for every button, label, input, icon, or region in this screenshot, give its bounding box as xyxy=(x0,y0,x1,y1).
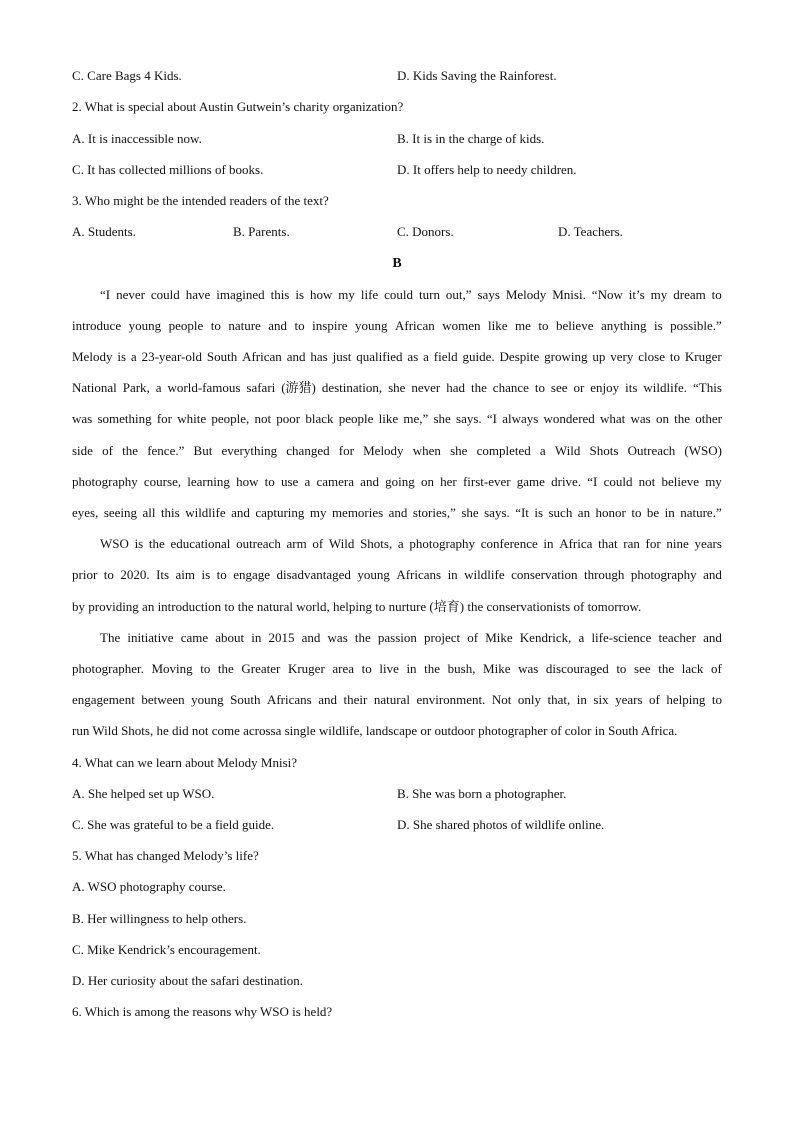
passage-line: photography course, learning how to use a camera and going on her first-ever game drive. “I could not believe my xyxy=(72,474,722,489)
q1-option-d: D. Kids Saving the Rainforest. xyxy=(397,68,557,83)
q3-option-b: B. Parents. xyxy=(233,224,290,239)
passage-line: engagement between young South Africans and their natural environment. Not only that, in six years of helping to xyxy=(72,692,722,707)
q3-option-a: A. Students. xyxy=(72,224,136,239)
q6-stem: 6. Which is among the reasons why WSO is held? xyxy=(72,1004,333,1019)
q1-option-c: C. Care Bags 4 Kids. xyxy=(72,68,182,83)
q3-option-d: D. Teachers. xyxy=(558,224,623,239)
q4-stem: 4. What can we learn about Melody Mnisi? xyxy=(72,755,298,770)
q3-stem: 3. Who might be the intended readers of the text? xyxy=(72,193,329,208)
passage-line: was something for white people, not poor black people like me,” she says. “I always wondered what was on the other xyxy=(72,411,722,426)
section-heading: B xyxy=(392,256,402,271)
passage-line: Melody is a 23-year-old South African and has just qualified as a field guide. Despite growing up very close to Kruger xyxy=(72,349,722,364)
q4-option-b: B. She was born a photographer. xyxy=(397,786,567,801)
q5-option-a: A. WSO photography course. xyxy=(72,879,226,894)
q2-option-c: C. It has collected millions of books. xyxy=(72,162,264,177)
passage-line: WSO is the educational outreach arm of Wild Shots, a photography conference in Africa that ran for nine years xyxy=(100,536,722,551)
q4-option-d: D. She shared photos of wildlife online. xyxy=(397,817,605,832)
q2-stem: 2. What is special about Austin Gutwein’s charity organization? xyxy=(72,99,404,114)
q2-option-a: A. It is inaccessible now. xyxy=(72,131,202,146)
q3-option-c: C. Donors. xyxy=(397,224,454,239)
passage-line: run Wild Shots, he did not come acrossa single wildlife, landscape or outdoor photographer of color in South Africa. xyxy=(72,723,678,738)
q5-stem: 5. What has changed Melody’s life? xyxy=(72,848,259,863)
passage-line: side of the fence.” But everything changed for Melody when she completed a Wild Shots Outreach (WSO) xyxy=(72,443,722,458)
passage-line: photographer. Moving to the Greater Kruger area to live in the bush, Mike was discouraged to see the lack of xyxy=(72,661,722,676)
q2-option-b: B. It is in the charge of kids. xyxy=(397,131,545,146)
passage-line: National Park, a world-famous safari (游猎) destination, she never had the chance to see or enjoy its wildlife. “This xyxy=(72,380,722,395)
q4-option-a: A. She helped set up WSO. xyxy=(72,786,215,801)
q2-option-d: D. It offers help to needy children. xyxy=(397,162,577,177)
q5-option-d: D. Her curiosity about the safari destination. xyxy=(72,973,304,988)
passage-line: by providing an introduction to the natural world, helping to nurture (培育) the conservationists of tomorrow. xyxy=(72,599,642,614)
q4-option-c: C. She was grateful to be a field guide. xyxy=(72,817,275,832)
q5-option-b: B. Her willingness to help others. xyxy=(72,911,247,926)
passage-line: prior to 2020. Its aim is to engage disadvantaged young Africans in wildlife conservation through photography and xyxy=(72,567,722,582)
passage-line: The initiative came about in 2015 and was the passion project of Mike Kendrick, a life-science teacher and xyxy=(100,630,722,645)
q5-option-c: C. Mike Kendrick’s encouragement. xyxy=(72,942,261,957)
passage-line: “I never could have imagined this is how my life could turn out,” says Melody Mnisi. “Now it’s my dream to xyxy=(100,287,722,302)
passage-line: introduce young people to nature and to inspire young African women like me to believe anything is possible.” xyxy=(72,318,722,333)
passage-line: eyes, seeing all this wildlife and capturing my memories and stories,” she says. “It is such an honor to be in nature.” xyxy=(72,505,722,520)
